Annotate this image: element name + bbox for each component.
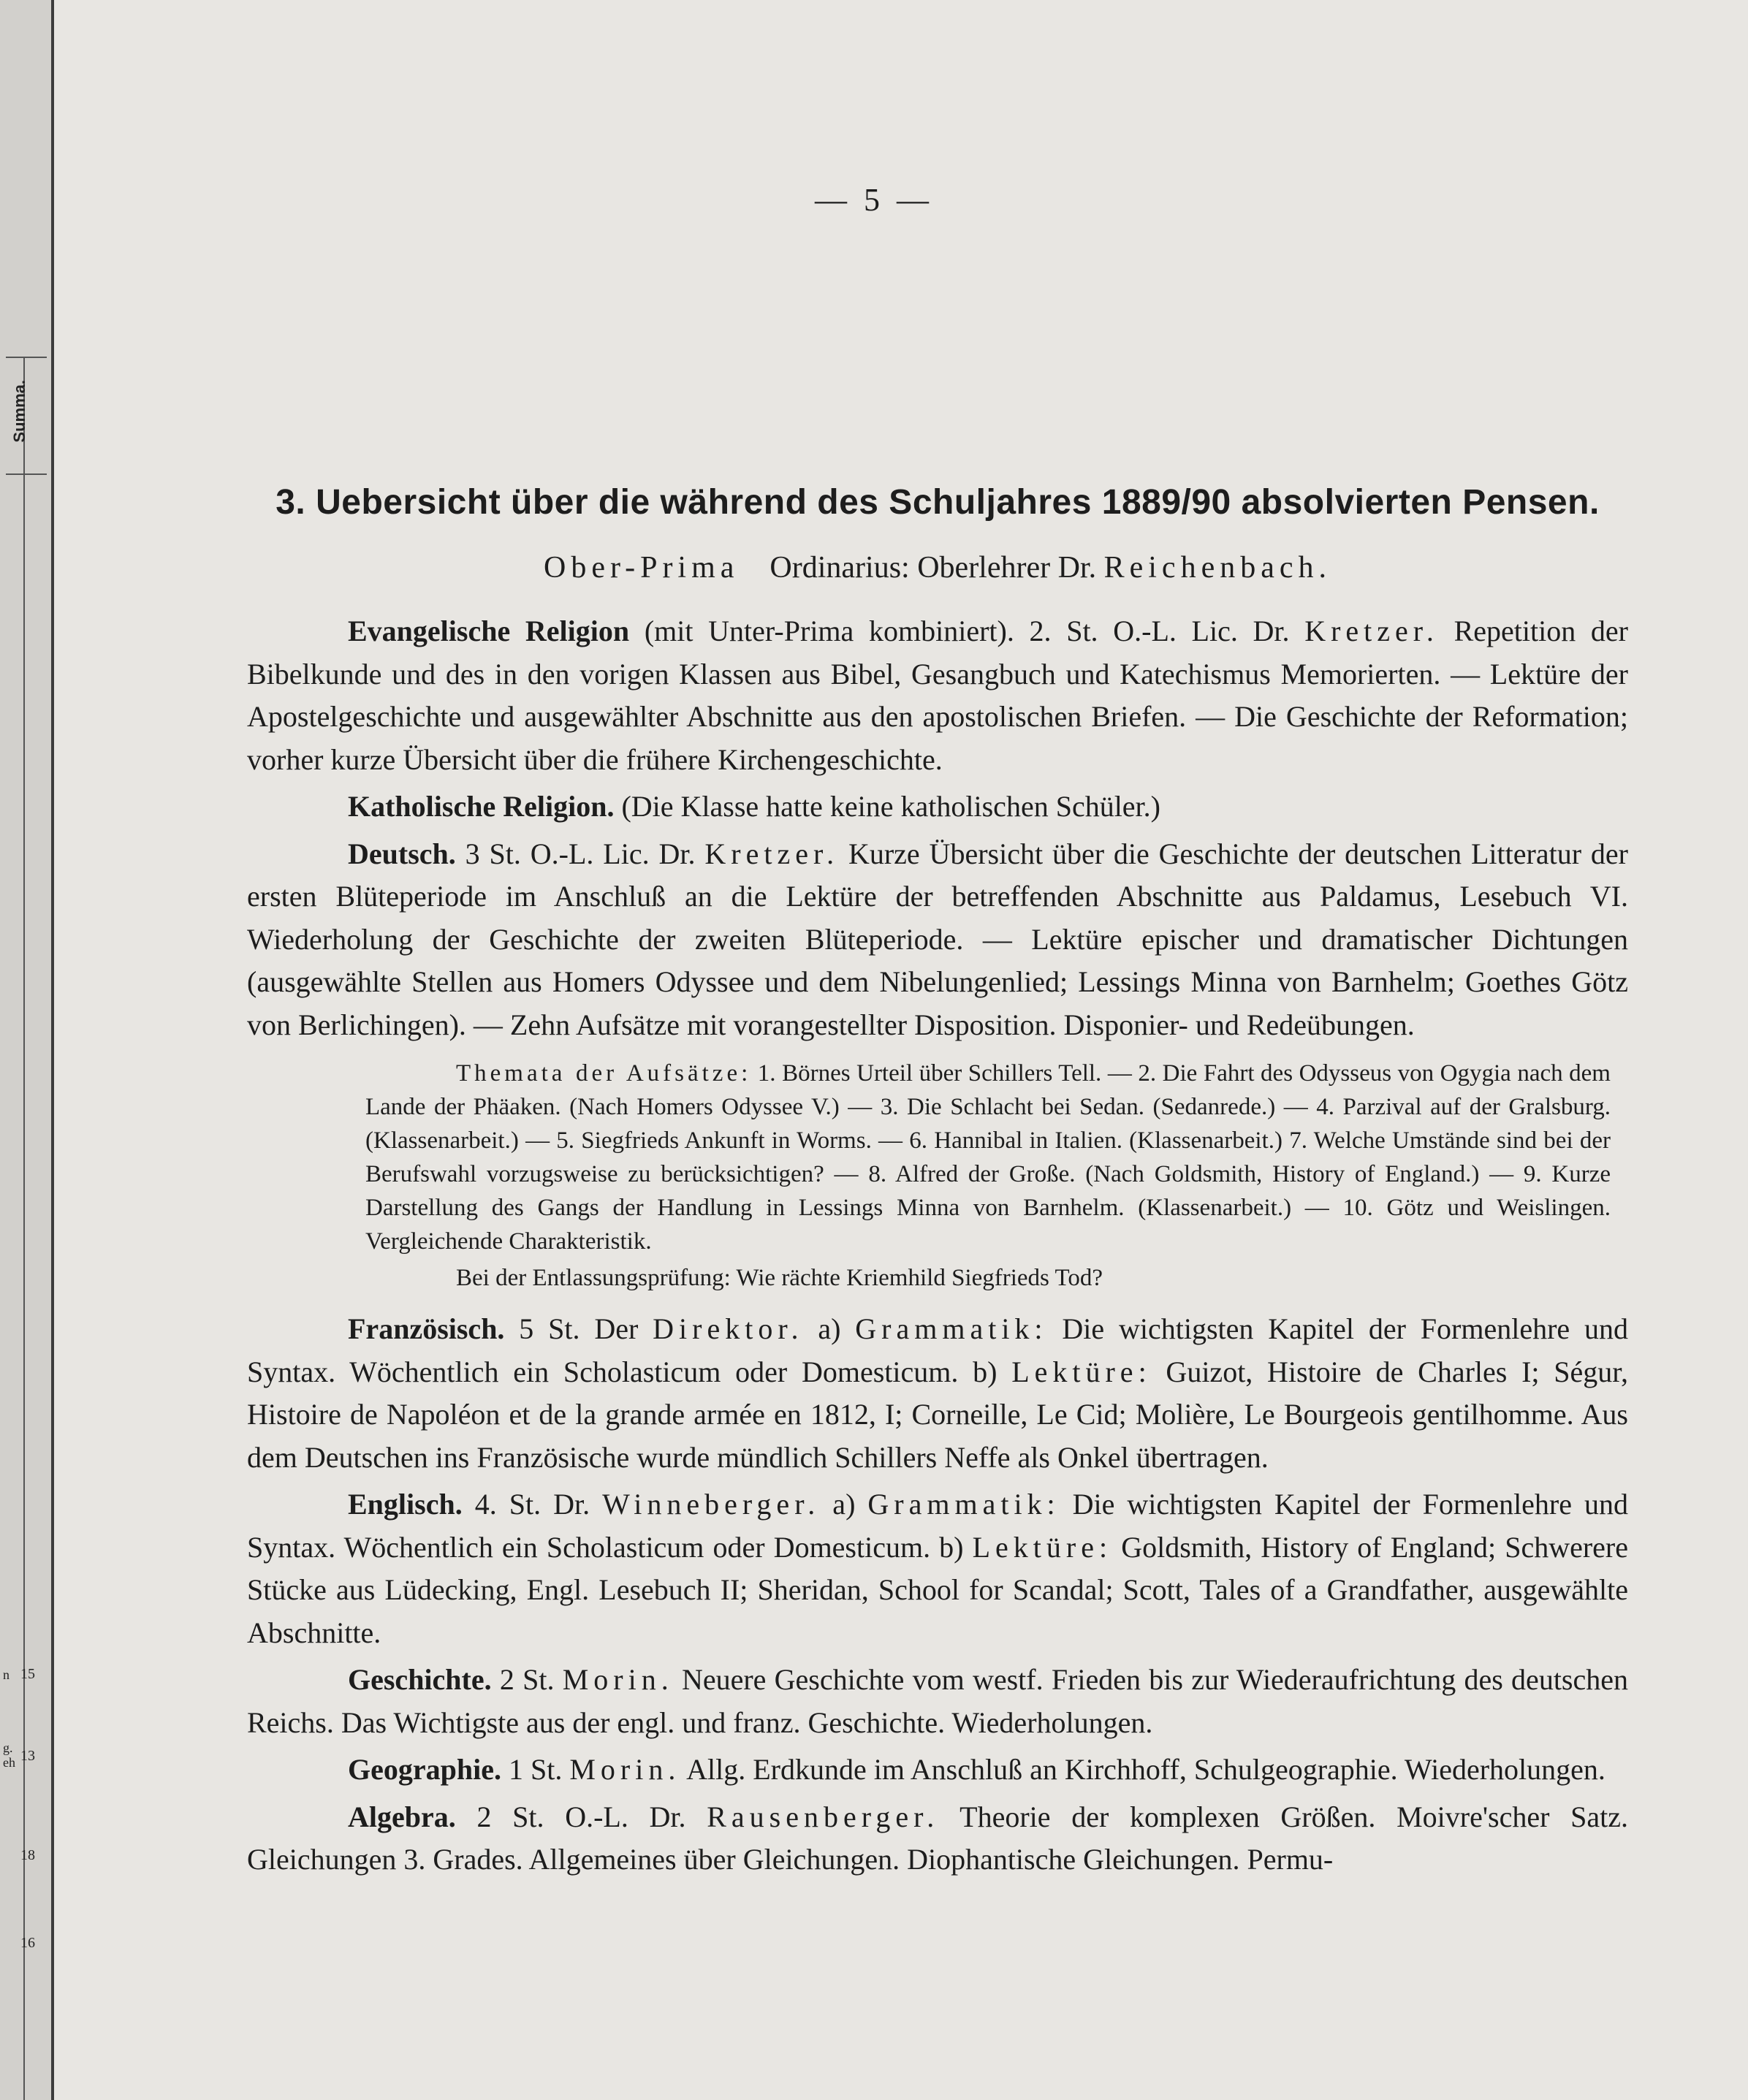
subject-geschichte bbox=[247, 1659, 1628, 1744]
subject-info: (mit Unter-Prima kombiniert). 2. St. O.-L. Lic. Dr. bbox=[629, 615, 1305, 647]
grammar-text: Die wichtigsten Kapitel der Formenlehre und Syntax. Wöchentlich ein Scholasticum oder Domesticum. b) bbox=[247, 1488, 1628, 1564]
essay-themes-label: Themata der Aufsätze: bbox=[456, 1060, 752, 1087]
subject-info: 3 St. O.-L. Lic. Dr. bbox=[455, 837, 705, 870]
subject-name: Geographie. bbox=[348, 1753, 501, 1786]
essay-themes bbox=[365, 1057, 1611, 1295]
subject-teacher: Kretzer. bbox=[1304, 615, 1439, 647]
class-heading bbox=[247, 550, 1628, 585]
subject-katholische-religion bbox=[247, 785, 1628, 829]
subject-text: Neuere Geschichte vom westf. Frieden bis zur Wiederaufrichtung des deutschen Reichs. Das Wichtigste aus der engl. und franz. Geschichte. Wiederholungen. bbox=[247, 1663, 1629, 1739]
grammar-label: Grammatik: bbox=[867, 1488, 1060, 1521]
subject-text: Theorie der komplexen Größen. Moivre'scher Satz. Gleichungen 3. Grades. Allgemeines über Gleichungen. Diophantische Gleichungen. Permu- bbox=[247, 1800, 1628, 1876]
subject-info: 2 St. bbox=[491, 1663, 563, 1696]
subject-text: Allg. Erdkunde im Anschluß an Kirchhoff, Schulgeographie. Wiederholungen. bbox=[680, 1753, 1606, 1786]
subject-teacher: Rausenberger. bbox=[707, 1800, 940, 1833]
subject-teacher: Morin. bbox=[569, 1753, 681, 1786]
class-name: Ober-Prima bbox=[543, 551, 740, 585]
margin-number: 13 bbox=[20, 1748, 35, 1764]
page-number: — 5 — bbox=[815, 182, 933, 218]
ordinarius: Ordinarius: Oberlehrer Dr. bbox=[770, 551, 1097, 585]
margin-label: Summa. bbox=[10, 380, 28, 443]
subject-name: Deutsch. bbox=[348, 837, 456, 870]
subject-text: Repetition der Bibelkunde und des in den vorigen Klassen aus Bibel, Gesangbuch und Katechismus Memorierten. — Lektüre der Apostelgeschichte und ausgewählter Abschnitte aus den apostolischen Briefen. — Die Geschichte der Reformation; vorher kurze Übersicht über die frühere Kirchengeschichte. bbox=[247, 615, 1628, 776]
subject-name: Katholische Religion. bbox=[348, 790, 615, 823]
adjacent-page-margin bbox=[0, 0, 54, 2100]
essay-themes-text: 1. Börnes Urteil über Schillers Tell. — 2. Die Fahrt des Odysseus von Ogygia nach dem Lande der Phäaken. (Nach Homers Odyssee V.) — 3. Die Schlacht bei Sedan. (Sedanrede.) — 4. Parzival auf der Gralsburg. (Klassenarbeit.) — 5. Siegfrieds Ankunft in Worms. — 6. Hannibal in Italien. (Klassenarbeit.) 7. Welche Umstände sind bei der Berufswahl vorzugsweise zu berücksichtigen? — 8. Alfred der Große. (Nach Goldsmith, History of England.) — 9. Kurze Darstellung des Gangs der Handlung in Lessings Minna von Barnhelm. (Klassenarbeit.) — 10. Götz und Weislingen. Vergleichende Charakteristik. bbox=[365, 1060, 1611, 1255]
subject-algebra bbox=[247, 1796, 1628, 1882]
subject-englisch bbox=[247, 1483, 1628, 1654]
subject-text: (Die Klasse hatte keine katholischen Schüler.) bbox=[614, 790, 1160, 823]
subject-text: Kurze Übersicht über die Geschichte der deutschen Litteratur der ersten Blüteperiode im Anschluß an die Lektüre der betreffenden Abschnitte aus Paldamus, Lesebuch VI. Wiederholung der Geschichte der zweiten Blüteperiode. — Lektüre epischer und dramatischer Dichtungen (ausgewählte Stellen aus Homers Odyssee und dem Nibelungenlied; Lessings Minna von Barnhelm; Goethes Götz von Berlichingen). — Zehn Aufsätze mit vorangestellter Disposition. Disponier- und Redeübungen. bbox=[247, 837, 1628, 1041]
margin-rule bbox=[6, 357, 47, 358]
grammar-prefix: a) bbox=[820, 1488, 868, 1521]
reading-label: Lektüre: bbox=[1011, 1355, 1152, 1388]
final-exam-theme: Bei der Entlassungsprüfung: Wie rächte Kriemhild Siegfrieds Tod? bbox=[456, 1265, 1103, 1291]
margin-fragment: g. bbox=[3, 1741, 13, 1755]
subject-geographie bbox=[247, 1749, 1628, 1792]
subject-evangelische-religion bbox=[247, 610, 1628, 781]
margin-number: 16 bbox=[20, 1935, 35, 1951]
subject-info: 5 St. Der bbox=[504, 1312, 653, 1345]
reading-text: Goldsmith, History of England; Schwerere Stücke aus Lüdecking, Engl. Lesebuch II; Sheridan, School for Scandal; Scott, Tales of a Grandfather, ausgewählte Abschnitte. bbox=[247, 1530, 1629, 1649]
subject-info: 2 St. O.-L. Dr. bbox=[455, 1800, 707, 1833]
reading-label: Lektüre: bbox=[972, 1530, 1113, 1564]
margin-number: 15 bbox=[20, 1666, 35, 1682]
subject-info: 1 St. bbox=[501, 1753, 570, 1786]
grammar-label: Grammatik: bbox=[855, 1312, 1048, 1345]
margin-fragment: n bbox=[3, 1667, 10, 1682]
margin-number: 18 bbox=[20, 1847, 35, 1863]
margin-rule bbox=[6, 473, 47, 475]
section-title: 3. Uebersicht über die während des Schuljahres 1889/90 absolvierten Pensen. bbox=[276, 483, 1600, 522]
ordinarius-teacher: Reichenbach. bbox=[1103, 551, 1331, 585]
subject-teacher: Kretzer. bbox=[704, 837, 840, 870]
subject-name: Evangelische Religion bbox=[348, 615, 630, 647]
grammar-prefix: a) bbox=[803, 1312, 856, 1345]
subject-deutsch bbox=[247, 833, 1628, 1047]
subject-info: 4. St. Dr. bbox=[462, 1488, 603, 1521]
subject-teacher: Direktor. bbox=[653, 1312, 804, 1345]
subject-name: Geschichte. bbox=[348, 1663, 492, 1696]
subject-name: Französisch. bbox=[348, 1312, 505, 1345]
subject-name: Englisch. bbox=[348, 1488, 463, 1521]
margin-fragment: eh bbox=[3, 1755, 15, 1770]
subject-teacher: Morin. bbox=[562, 1663, 674, 1696]
subject-teacher: Winneberger. bbox=[602, 1488, 821, 1521]
reading-text: Guizot, Histoire de Charles I; Ségur, Histoire de Napoléon et de la grande armée en 1812, I; Corneille, Le Cid; Molière, Le Bourgeois gentilhomme. Aus dem Deutschen ins Französische wurde mündlich Schillers Neffe als Onkel übertragen. bbox=[247, 1355, 1629, 1474]
page-body bbox=[247, 482, 1628, 1886]
subject-name: Algebra. bbox=[348, 1800, 456, 1833]
margin-vertical-rule bbox=[23, 358, 25, 2100]
grammar-text: Die wichtigsten Kapitel der Formenlehre und Syntax. Wöchentlich ein Scholasticum oder Domesticum. b) bbox=[247, 1312, 1629, 1388]
essay-themes-list bbox=[365, 1057, 1611, 1258]
subject-franzoesisch bbox=[247, 1308, 1628, 1479]
